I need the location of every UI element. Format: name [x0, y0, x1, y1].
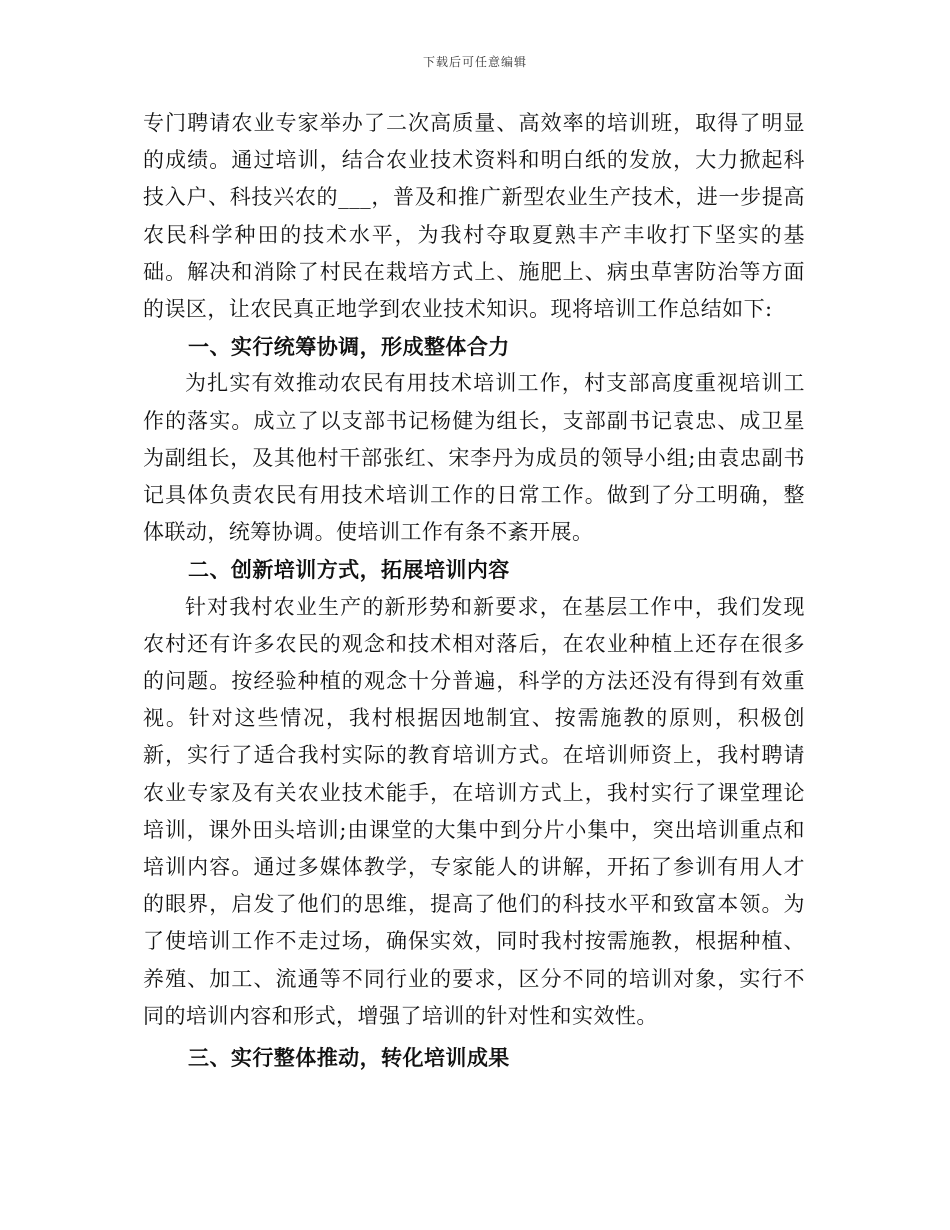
section-heading-2: 二、创新培训方式，拓展培训内容 — [188, 557, 510, 583]
intro-paragraph: 专门聘请农业专家举办了二次高质量、高效率的培训班，取得了明显的成绩。通过培训，结合农业技术资料和明白纸的发放，大力掀起科技入户、科技兴农的___，普及和推广新型农业生产技术，进一步提高农民科学种田的技术水平，为我村夺取夏熟丰产丰收打下坚实的基础。解决和消除了村民在栽培方式上、施肥上、病虫草害防治等方面的误区，让农民真正地学到农业技术知识。现将培训工作总结如下: — [143, 111, 805, 322]
section-heading-1: 一、实行统筹协调，形成整体合力 — [188, 334, 510, 360]
page-header: 下载后可任意编辑 — [422, 55, 527, 69]
section-1-paragraph: 为扎实有效推动农民有用技术培训工作，村支部高度重视培训工作的落实。成立了以支部书记杨健为组长，支部副书记袁忠、成卫星为副组长，及其他村干部张红、宋李丹为成员的领导小组;由袁忠副书记具体负责农民有用技术培训工作的日常工作。做到了分工明确，整体联动，统筹协调。使培训工作有条不紊开展。 — [143, 371, 805, 545]
section-2-paragraph: 针对我村农业生产的新形势和新要求，在基层工作中，我们发现农村还有许多农民的观念和技术相对落后，在农业种植上还存在很多的问题。按经验种植的观念十分普遍，科学的方法还没有得到有效重视。针对这些情况，我村根据因地制宜、按需施教的原则，积极创新，实行了适合我村实际的教育培训方式。在培训师资上，我村聘请农业专家及有关农业技术能手，在培训方式上，我村实行了课堂理论培训，课外田头培训;由课堂的大集中到分片小集中，突出培训重点和培训内容。通过多媒体教学，专家能人的讲解，开拓了参训有用人才的眼界，启发了他们的思维，提高了他们的科技水平和致富本领。为了使培训工作不走过场，确保实效，同时我村按需施教，根据种植、养殖、加工、流通等不同行业的要求，区分不同的培训对象，实行不同的培训内容和形式，增强了培训的针对性和实效性。 — [143, 594, 805, 1028]
section-heading-3: 三、实行整体推动，转化培训成果 — [188, 1045, 510, 1071]
document-body — [143, 105, 805, 1076]
